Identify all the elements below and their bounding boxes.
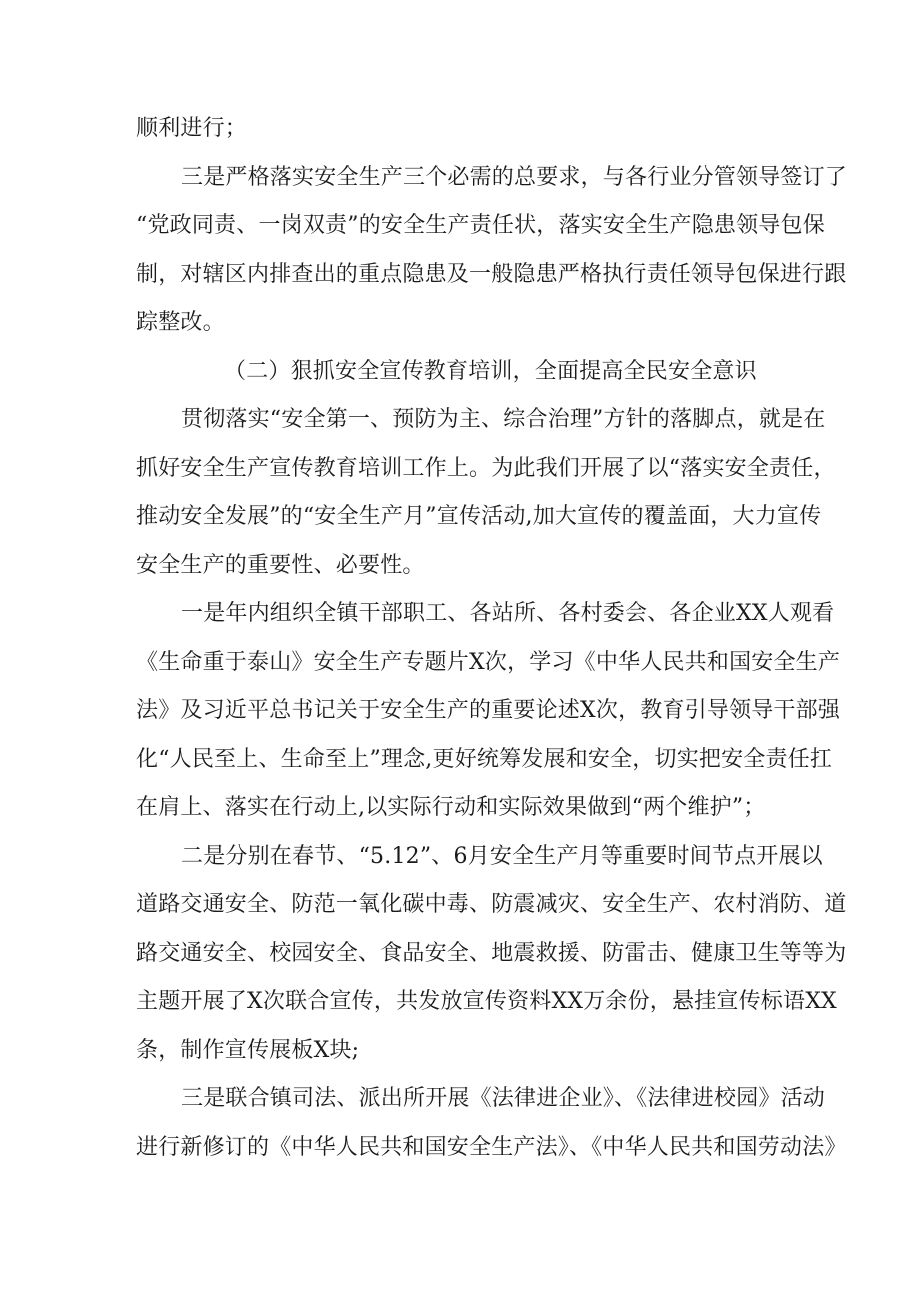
paragraph-line: 制，对辖区内排查出的重点隐患及一般隐患严格执行责任领导包保进行跟 [136,262,847,287]
paragraph-line: 《生命重于泰山》安全生产专题片X次，学习《中华人民共和国安全生产 [136,650,841,675]
paragraph-line: 主题开展了X次联合宣传，共发放宣传资料XX万余份，悬挂宣传标语XX [136,989,837,1014]
paragraph-line: 三是联合镇司法、派出所开展《法律进企业》、《法律进校园》活动 [181,1086,826,1111]
paragraph-line: 二是分别在春节、“5.12”、6月安全生产月等重要时间节点开展以 [181,844,823,869]
paragraph-line: 在肩上、落实在行动上,以实际行动和实际效果做到“两个维护”； [136,795,766,820]
paragraph-line: 抓好安全生产宣传教育培训工作上。为此我们开展了以“落实安全责任， [136,456,836,481]
paragraph-line: 推动安全发展”的“安全生产月”宣传活动,加大宣传的覆盖面，大力宣传 [136,504,822,529]
paragraph-line: 进行新修订的《中华人民共和国安全生产法》、《中华人民共和国劳动法》 [136,1135,847,1160]
paragraph-line: 一是年内组织全镇干部职工、各站所、各村委会、各企业XX人观看 [181,601,835,626]
paragraph-line: 化“人民至上、生命至上”理念,更好统筹发展和安全，切实把安全责任扛 [136,747,833,772]
paragraph-line: 道路交通安全、防范一氧化碳中毒、防震减灾、安全生产、农村消防、道 [136,892,847,917]
section-heading: （二）狠抓安全宣传教育培训，全面提高全民安全意识 [224,359,757,384]
paragraph-line: 路交通安全、校园安全、食品安全、地震救援、防雷击、健康卫生等等为 [136,941,847,966]
paragraph-line: “党政同责、一岗双责”的安全生产责任状，落实安全生产隐患领导包保 [136,213,825,238]
paragraph-line: 踪整改。 [136,310,225,335]
paragraph-line: 贯彻落实“安全第一、预防为主、综合治理”方针的落脚点，就是在 [181,407,826,432]
paragraph-line: 法》及习近平总书记关于安全生产的重要论述X次，教育引导领导干部强 [136,698,841,723]
paragraph-line: 条，制作宣传展板X块; [136,1038,360,1063]
paragraph-line: 安全生产的重要性、必要性。 [136,553,425,578]
paragraph-line: 顺利进行； [136,116,248,141]
paragraph-line: 三是严格落实安全生产三个必需的总要求，与各行业分管领导签订了 [181,165,848,190]
